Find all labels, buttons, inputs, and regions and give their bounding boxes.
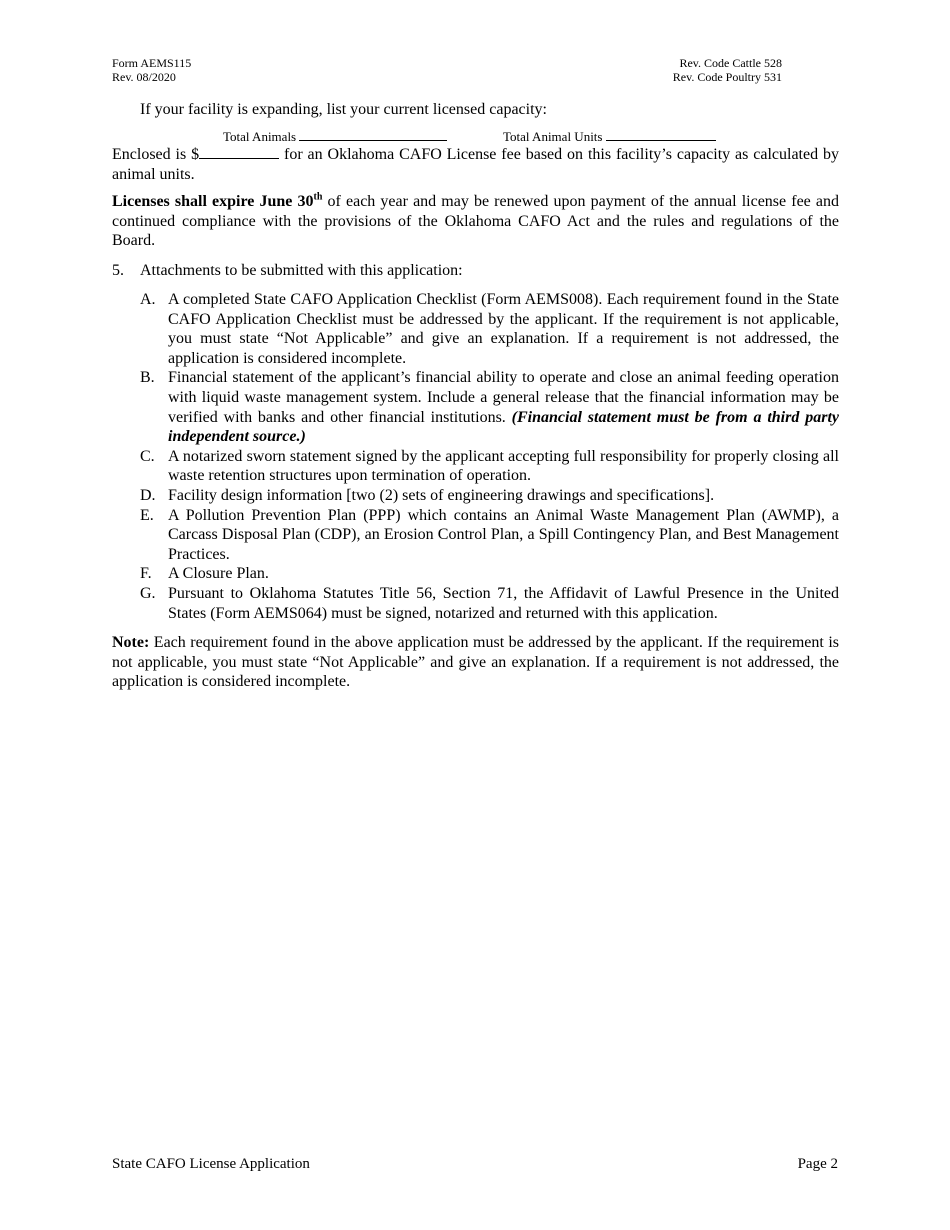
- page-number: Page 2: [797, 1156, 838, 1172]
- list-item: [140, 486, 839, 506]
- note-paragraph: [112, 633, 839, 692]
- item-letter: E.: [140, 506, 154, 524]
- item-text: A Closure Plan.: [168, 565, 269, 583]
- attachments-list: [140, 290, 839, 623]
- item-text: A completed State CAFO Application Checklist (Form AEMS008). Each requirement found in the State CAFO Application Checklist must be addressed by the applicant. If the requirement is not applicable, you must state “Not Applicable” and give an explanation. If a requirement is not addressed, the application is considered incomplete.: [168, 291, 839, 367]
- rev-code-poultry: Rev. Code Poultry 531: [672, 70, 782, 84]
- footer-title: State CAFO License Application: [112, 1156, 310, 1172]
- license-expire-rest: of each year and may be renewed upon payment of the annual license fee and continued compliance with the provisions of the Oklahoma CAFO Act and the rules and regulations of the Board.: [112, 193, 839, 250]
- attachments-heading-text: Attachments to be submitted with this application:: [140, 262, 463, 279]
- item-text: Financial statement of the applicant’s financial ability to operate and close an animal feeding operation with liquid waste management system. Include a general release that the financial information may be verified with banks and other financial institutions.: [168, 369, 839, 426]
- total-animal-units-blank[interactable]: [606, 128, 716, 141]
- list-item: [140, 447, 839, 486]
- total-animals-label: Total Animals: [223, 129, 297, 144]
- total-animals-blank[interactable]: [299, 128, 447, 141]
- section-number: 5.: [112, 262, 124, 279]
- list-item: [140, 584, 839, 623]
- item-text: Pursuant to Oklahoma Statutes Title 56, Section 71, the Affidavit of Lawful Presence in the United States (Form AEMS064) must be signed, notarized and returned with this application.: [168, 584, 839, 622]
- form-number: Form AEMS115: [112, 56, 192, 70]
- item-letter: A.: [140, 291, 156, 308]
- item-letter: G.: [140, 584, 156, 602]
- ordinal-suffix: th: [313, 191, 323, 203]
- form-revision: Rev. 08/2020: [112, 70, 176, 84]
- enclosed-fee-paragraph: [112, 144, 839, 184]
- item-text: A Pollution Prevention Plan (PPP) which contains an Animal Waste Management Plan (AWMP), a Carcass Disposal Plan (CDP), an Erosion Control Plan, a Spill Contingency Plan, and Best Management Practices.: [168, 506, 839, 563]
- item-letter: F.: [140, 565, 152, 583]
- list-item: [140, 368, 839, 446]
- license-expiration-paragraph: [112, 192, 839, 251]
- rev-code-cattle: Rev. Code Cattle 528: [679, 56, 782, 70]
- list-item: [140, 564, 839, 584]
- total-animals-field: [223, 128, 447, 144]
- license-expire-lead: [112, 193, 322, 210]
- financial-statement-emphasis: (Financial statement must be from a third party independent source.): [168, 408, 839, 446]
- license-expire-lead-text: Licenses shall expire June 30: [112, 193, 314, 210]
- enclosed-suffix: for an Oklahoma CAFO License fee based on this facility’s capacity as calculated by animal units.: [112, 146, 839, 183]
- header-left: [112, 56, 191, 84]
- capacity-prompt: If your facility is expanding, list your current licensed capacity:: [140, 101, 547, 118]
- item-letter: C.: [140, 447, 155, 465]
- item-text: A notarized sworn statement signed by the applicant accepting full responsibility for properly closing all waste retention structures upon termination of operation.: [168, 447, 839, 485]
- item-letter: D.: [140, 486, 156, 504]
- total-animal-units-label: Total Animal Units: [503, 129, 603, 144]
- list-item: [140, 290, 839, 368]
- fee-amount-blank[interactable]: [199, 144, 279, 159]
- note-label: Note:: [112, 634, 150, 651]
- total-animal-units-field: [503, 128, 716, 144]
- item-letter: B.: [140, 369, 155, 387]
- item-text: Facility design information [two (2) sets of engineering drawings and specifications].: [168, 486, 715, 504]
- list-item: [140, 506, 839, 565]
- enclosed-prefix: Enclosed is $: [112, 146, 200, 163]
- header-right: [673, 56, 782, 84]
- note-text: Each requirement found in the above application must be addressed by the applicant. If the requirement is not applicable, you must state “Not Applicable” and give an explanation. If a requirement is not addressed, the application is considered incomplete.: [112, 634, 839, 691]
